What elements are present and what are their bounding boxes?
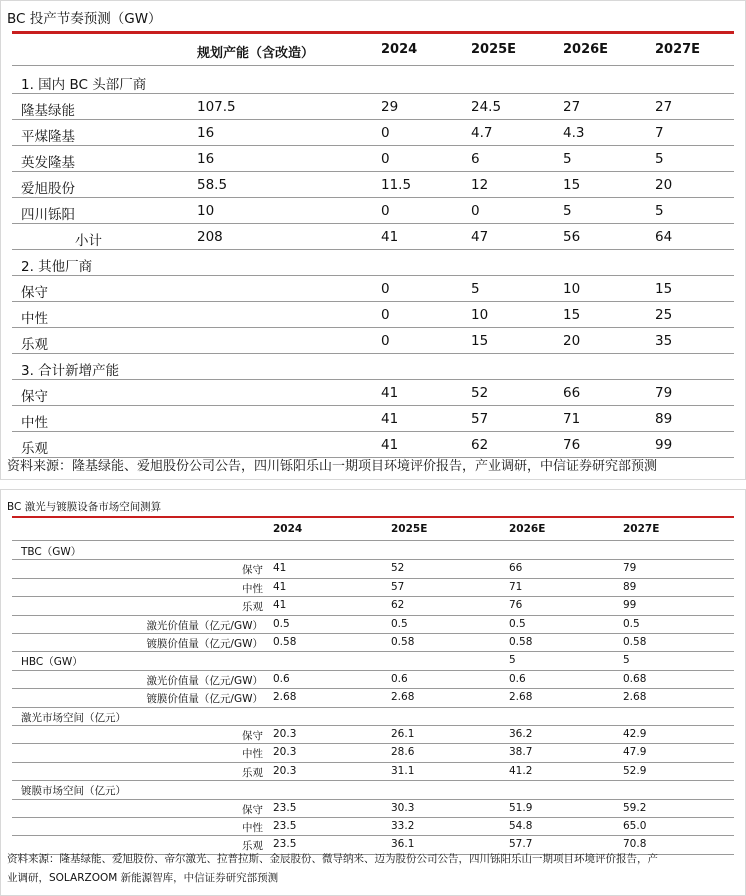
table1-cell: 35	[655, 333, 673, 349]
table1-section-label: 2. 其他厂商	[21, 259, 93, 275]
table1-header-cell: 2025E	[471, 42, 517, 57]
table1-cell: 20	[563, 333, 581, 349]
table1-cell: 27	[655, 99, 673, 115]
table2-cell: 0.58	[623, 636, 647, 648]
table1-cell: 41	[381, 229, 399, 245]
table1-row-label: 乐观	[21, 441, 48, 457]
table1-cell: 5	[655, 151, 664, 167]
table1-row-label: 英发隆基	[21, 155, 75, 171]
table1-cell: 11.5	[381, 177, 412, 193]
table1-cell: 5	[655, 203, 664, 219]
table2-cell: 41	[273, 599, 287, 611]
table2-cell: 0.58	[391, 636, 415, 648]
table2-row-label: 激光价值量（亿元/GW）	[146, 620, 263, 632]
table2-header-cell: 2026E	[509, 523, 546, 535]
table2-row-divider	[12, 651, 734, 652]
table2-cell: 59.2	[623, 802, 647, 814]
table1-cell: 0	[381, 151, 390, 167]
table1-cell: 5	[563, 203, 572, 219]
table2-row-divider	[12, 725, 734, 726]
table2-row-divider	[12, 817, 734, 818]
table2-cell: 0.5	[623, 618, 640, 630]
table2-row-label: 镀膜价值量（亿元/GW）	[146, 638, 263, 650]
table1-cell: 10	[563, 281, 581, 297]
table2-row-divider	[12, 633, 734, 634]
table2-row-label: 激光价值量（亿元/GW）	[146, 675, 263, 687]
table2-cell: 42.9	[623, 728, 647, 740]
table1-cell: 10	[197, 203, 215, 219]
table2-row-divider	[12, 762, 734, 763]
table2-row-divider	[12, 688, 734, 689]
table1-cell: 71	[563, 411, 581, 427]
table2-row-divider	[12, 578, 734, 579]
table2-cell: 31.1	[391, 765, 415, 777]
table1-cell: 41	[381, 437, 399, 453]
table2-cell: 41.2	[509, 765, 533, 777]
table2-cell: 47.9	[623, 746, 647, 758]
table2-cell: 99	[623, 599, 637, 611]
table1-cell: 16	[197, 125, 215, 141]
table2-cell: 54.8	[509, 820, 533, 832]
table2-section-label: 镀膜市场空间（亿元）	[21, 785, 126, 797]
table1-cell: 0	[381, 307, 390, 323]
table2-cell: 23.5	[273, 838, 297, 850]
table2-cell: 38.7	[509, 746, 533, 758]
table2-row-label: 保守	[242, 564, 263, 576]
table2-cell: 79	[623, 562, 637, 574]
table2-source-line1: 资料来源：隆基绿能、爱旭股份、帝尔激光、拉普拉斯、金辰股份、微导纳米、迈为股份公司公告，四川铄阳乐山一期项目环境评价报告，产	[7, 853, 658, 865]
table1-cell: 208	[197, 229, 223, 245]
table2-row-divider	[12, 707, 734, 708]
table2-row-divider	[12, 835, 734, 836]
table1-cell: 24.5	[471, 99, 502, 115]
table1-row-divider	[12, 431, 734, 432]
table2-cell: 62	[391, 599, 405, 611]
table2-cell: 2.68	[391, 691, 415, 703]
table1-row-divider	[12, 93, 734, 94]
table1-row-divider	[12, 301, 734, 302]
table1-row-divider	[12, 405, 734, 406]
table1-row-label: 乐观	[21, 337, 48, 353]
table1-cell: 10	[471, 307, 489, 323]
table2-cell: 5	[509, 654, 516, 666]
table2-cell: 30.3	[391, 802, 415, 814]
table1-header-divider	[12, 65, 734, 66]
table2-cell: 20.3	[273, 728, 297, 740]
table2-row-label: 乐观	[242, 767, 263, 779]
table1-header-cell: 2026E	[563, 42, 609, 57]
table2-section-label: TBC（GW）	[21, 546, 82, 558]
table1-cell: 0	[381, 125, 390, 141]
table2-cell: 41	[273, 581, 287, 593]
table1-cell: 27	[563, 99, 581, 115]
table2-header-cell: 2025E	[391, 523, 428, 535]
table1-cell: 79	[655, 385, 673, 401]
table2-cell: 52.9	[623, 765, 647, 777]
table1-cell: 41	[381, 411, 399, 427]
table2-cell: 0.58	[509, 636, 533, 648]
table2-row-divider	[12, 670, 734, 671]
table2-row-label: 镀膜价值量（亿元/GW）	[146, 693, 263, 705]
table2-cell: 52	[391, 562, 405, 574]
table1-cell: 58.5	[197, 177, 228, 193]
table1-header-cell: 2027E	[655, 42, 701, 57]
table2-cell: 57	[391, 581, 405, 593]
table2-section-label: HBC（GW）	[21, 656, 83, 668]
table1-cell: 56	[563, 229, 581, 245]
table1-section-label: 3. 合计新增产能	[21, 363, 120, 379]
table2-cell: 33.2	[391, 820, 415, 832]
table1-row-label: 小计	[75, 233, 102, 249]
table2-cell: 70.8	[623, 838, 647, 850]
table1-cell: 0	[381, 333, 390, 349]
table2-cell: 23.5	[273, 802, 297, 814]
table1-section-label: 1. 国内 BC 头部厂商	[21, 77, 147, 93]
table1-row-label: 隆基绿能	[21, 103, 75, 119]
table2-cell: 0.6	[509, 673, 526, 685]
table1-cell: 52	[471, 385, 489, 401]
table1-row-label: 爱旭股份	[21, 181, 75, 197]
table1-cell: 76	[563, 437, 581, 453]
table1-row-divider	[12, 223, 734, 224]
table2-cell: 36.2	[509, 728, 533, 740]
table1-cell: 16	[197, 151, 215, 167]
table1-cell: 64	[655, 229, 673, 245]
table2-cell: 0.6	[273, 673, 290, 685]
table1-row-divider	[12, 275, 734, 276]
table1-cell: 4.7	[471, 125, 493, 141]
table1-row-divider	[12, 197, 734, 198]
table1-title: BC 投产节奏预测（GW）	[7, 11, 162, 27]
table2-row-label: 乐观	[242, 840, 263, 852]
table2-row-label: 保守	[242, 804, 263, 816]
table1-row-label: 中性	[21, 415, 48, 431]
table2-cell: 20.3	[273, 746, 297, 758]
table1-row-label: 保守	[21, 389, 48, 405]
table1-top-rule	[12, 31, 734, 34]
table2-cell: 20.3	[273, 765, 297, 777]
table1-cell: 107.5	[197, 99, 236, 115]
table2-cell: 0.68	[623, 673, 647, 685]
table1-row-divider	[12, 379, 734, 380]
table2-cell: 23.5	[273, 820, 297, 832]
table2-cell: 0.5	[273, 618, 290, 630]
table2-header-cell: 2024	[273, 523, 303, 535]
table1-cell: 29	[381, 99, 399, 115]
table2-cell: 0.6	[391, 673, 408, 685]
table1-row-divider	[12, 353, 734, 354]
table1-cell: 15	[471, 333, 489, 349]
table1-row-label: 四川铄阳	[21, 207, 75, 223]
table1-cell: 89	[655, 411, 673, 427]
table2-cell: 66	[509, 562, 523, 574]
table1-cell: 0	[381, 203, 390, 219]
table1-cell: 47	[471, 229, 489, 245]
table2-row-divider	[12, 780, 734, 781]
table2-cell: 26.1	[391, 728, 415, 740]
table2-cell: 65.0	[623, 820, 647, 832]
table2-cell: 76	[509, 599, 523, 611]
table1-row-divider	[12, 171, 734, 172]
table2-cell: 71	[509, 581, 523, 593]
table2-cell: 0.5	[391, 618, 408, 630]
table1-cell: 0	[381, 281, 390, 297]
table1-cell: 7	[655, 125, 664, 141]
table1-row-label: 平煤隆基	[21, 129, 75, 145]
table2-cell: 0.5	[509, 618, 526, 630]
table2-cell: 36.1	[391, 838, 415, 850]
table1-header-cell: 2024	[381, 42, 418, 57]
table2-header-cell: 2027E	[623, 523, 660, 535]
table2-top-rule	[12, 516, 734, 518]
table2-row-label: 中性	[242, 748, 263, 760]
table2-source-line2: 业调研，SOLARZOOM 新能源智库，中信证券研究部预测	[7, 872, 279, 884]
table1-row-divider	[12, 145, 734, 146]
table2-row-label: 中性	[242, 583, 263, 595]
table2-row-label: 乐观	[242, 601, 263, 613]
table1-cell: 12	[471, 177, 489, 193]
table2-panel	[0, 489, 746, 896]
table2-cell: 57.7	[509, 838, 533, 850]
table1-cell: 15	[563, 307, 581, 323]
table1-cell: 66	[563, 385, 581, 401]
table2-row-label: 保守	[242, 730, 263, 742]
table1-cell: 99	[655, 437, 673, 453]
table2-row-divider	[12, 559, 734, 560]
table2-cell: 0.58	[273, 636, 297, 648]
table2-row-label: 中性	[242, 822, 263, 834]
table1-source: 资料来源：隆基绿能、爱旭股份公司公告，四川铄阳乐山一期项目环境评价报告，产业调研，中信证券研究部预测	[7, 459, 658, 474]
table1-cell: 20	[655, 177, 673, 193]
table1-row-divider	[12, 249, 734, 250]
table2-cell: 2.68	[509, 691, 533, 703]
table2-cell: 28.6	[391, 746, 415, 758]
table1-row-divider	[12, 119, 734, 120]
table2-cell: 41	[273, 562, 287, 574]
table2-header-divider	[12, 540, 734, 541]
table1-cell: 25	[655, 307, 673, 323]
table1-cell: 5	[471, 281, 480, 297]
table1-cell: 15	[563, 177, 581, 193]
table1-cell: 57	[471, 411, 489, 427]
table2-cell: 5	[623, 654, 630, 666]
table2-cell: 2.68	[273, 691, 297, 703]
table1-cell: 62	[471, 437, 489, 453]
table1-row-divider	[12, 327, 734, 328]
table1-header-cell: 规划产能（含改造）	[197, 46, 315, 61]
table1-cell: 41	[381, 385, 399, 401]
table1-cell: 4.3	[563, 125, 585, 141]
table1-cell: 0	[471, 203, 480, 219]
table2-row-divider	[12, 799, 734, 800]
table2-cell: 89	[623, 581, 637, 593]
table1-row-label: 中性	[21, 311, 48, 327]
table1-cell: 15	[655, 281, 673, 297]
table2-cell: 2.68	[623, 691, 647, 703]
table1-row-label: 保守	[21, 285, 48, 301]
table1-cell: 6	[471, 151, 480, 167]
table2-row-divider	[12, 596, 734, 597]
table2-title: BC 激光与镀膜设备市场空间测算	[7, 501, 162, 513]
table2-cell: 51.9	[509, 802, 533, 814]
table1-cell: 5	[563, 151, 572, 167]
table2-row-divider	[12, 743, 734, 744]
table2-row-divider	[12, 615, 734, 616]
table2-section-label: 激光市场空间（亿元）	[21, 712, 126, 724]
